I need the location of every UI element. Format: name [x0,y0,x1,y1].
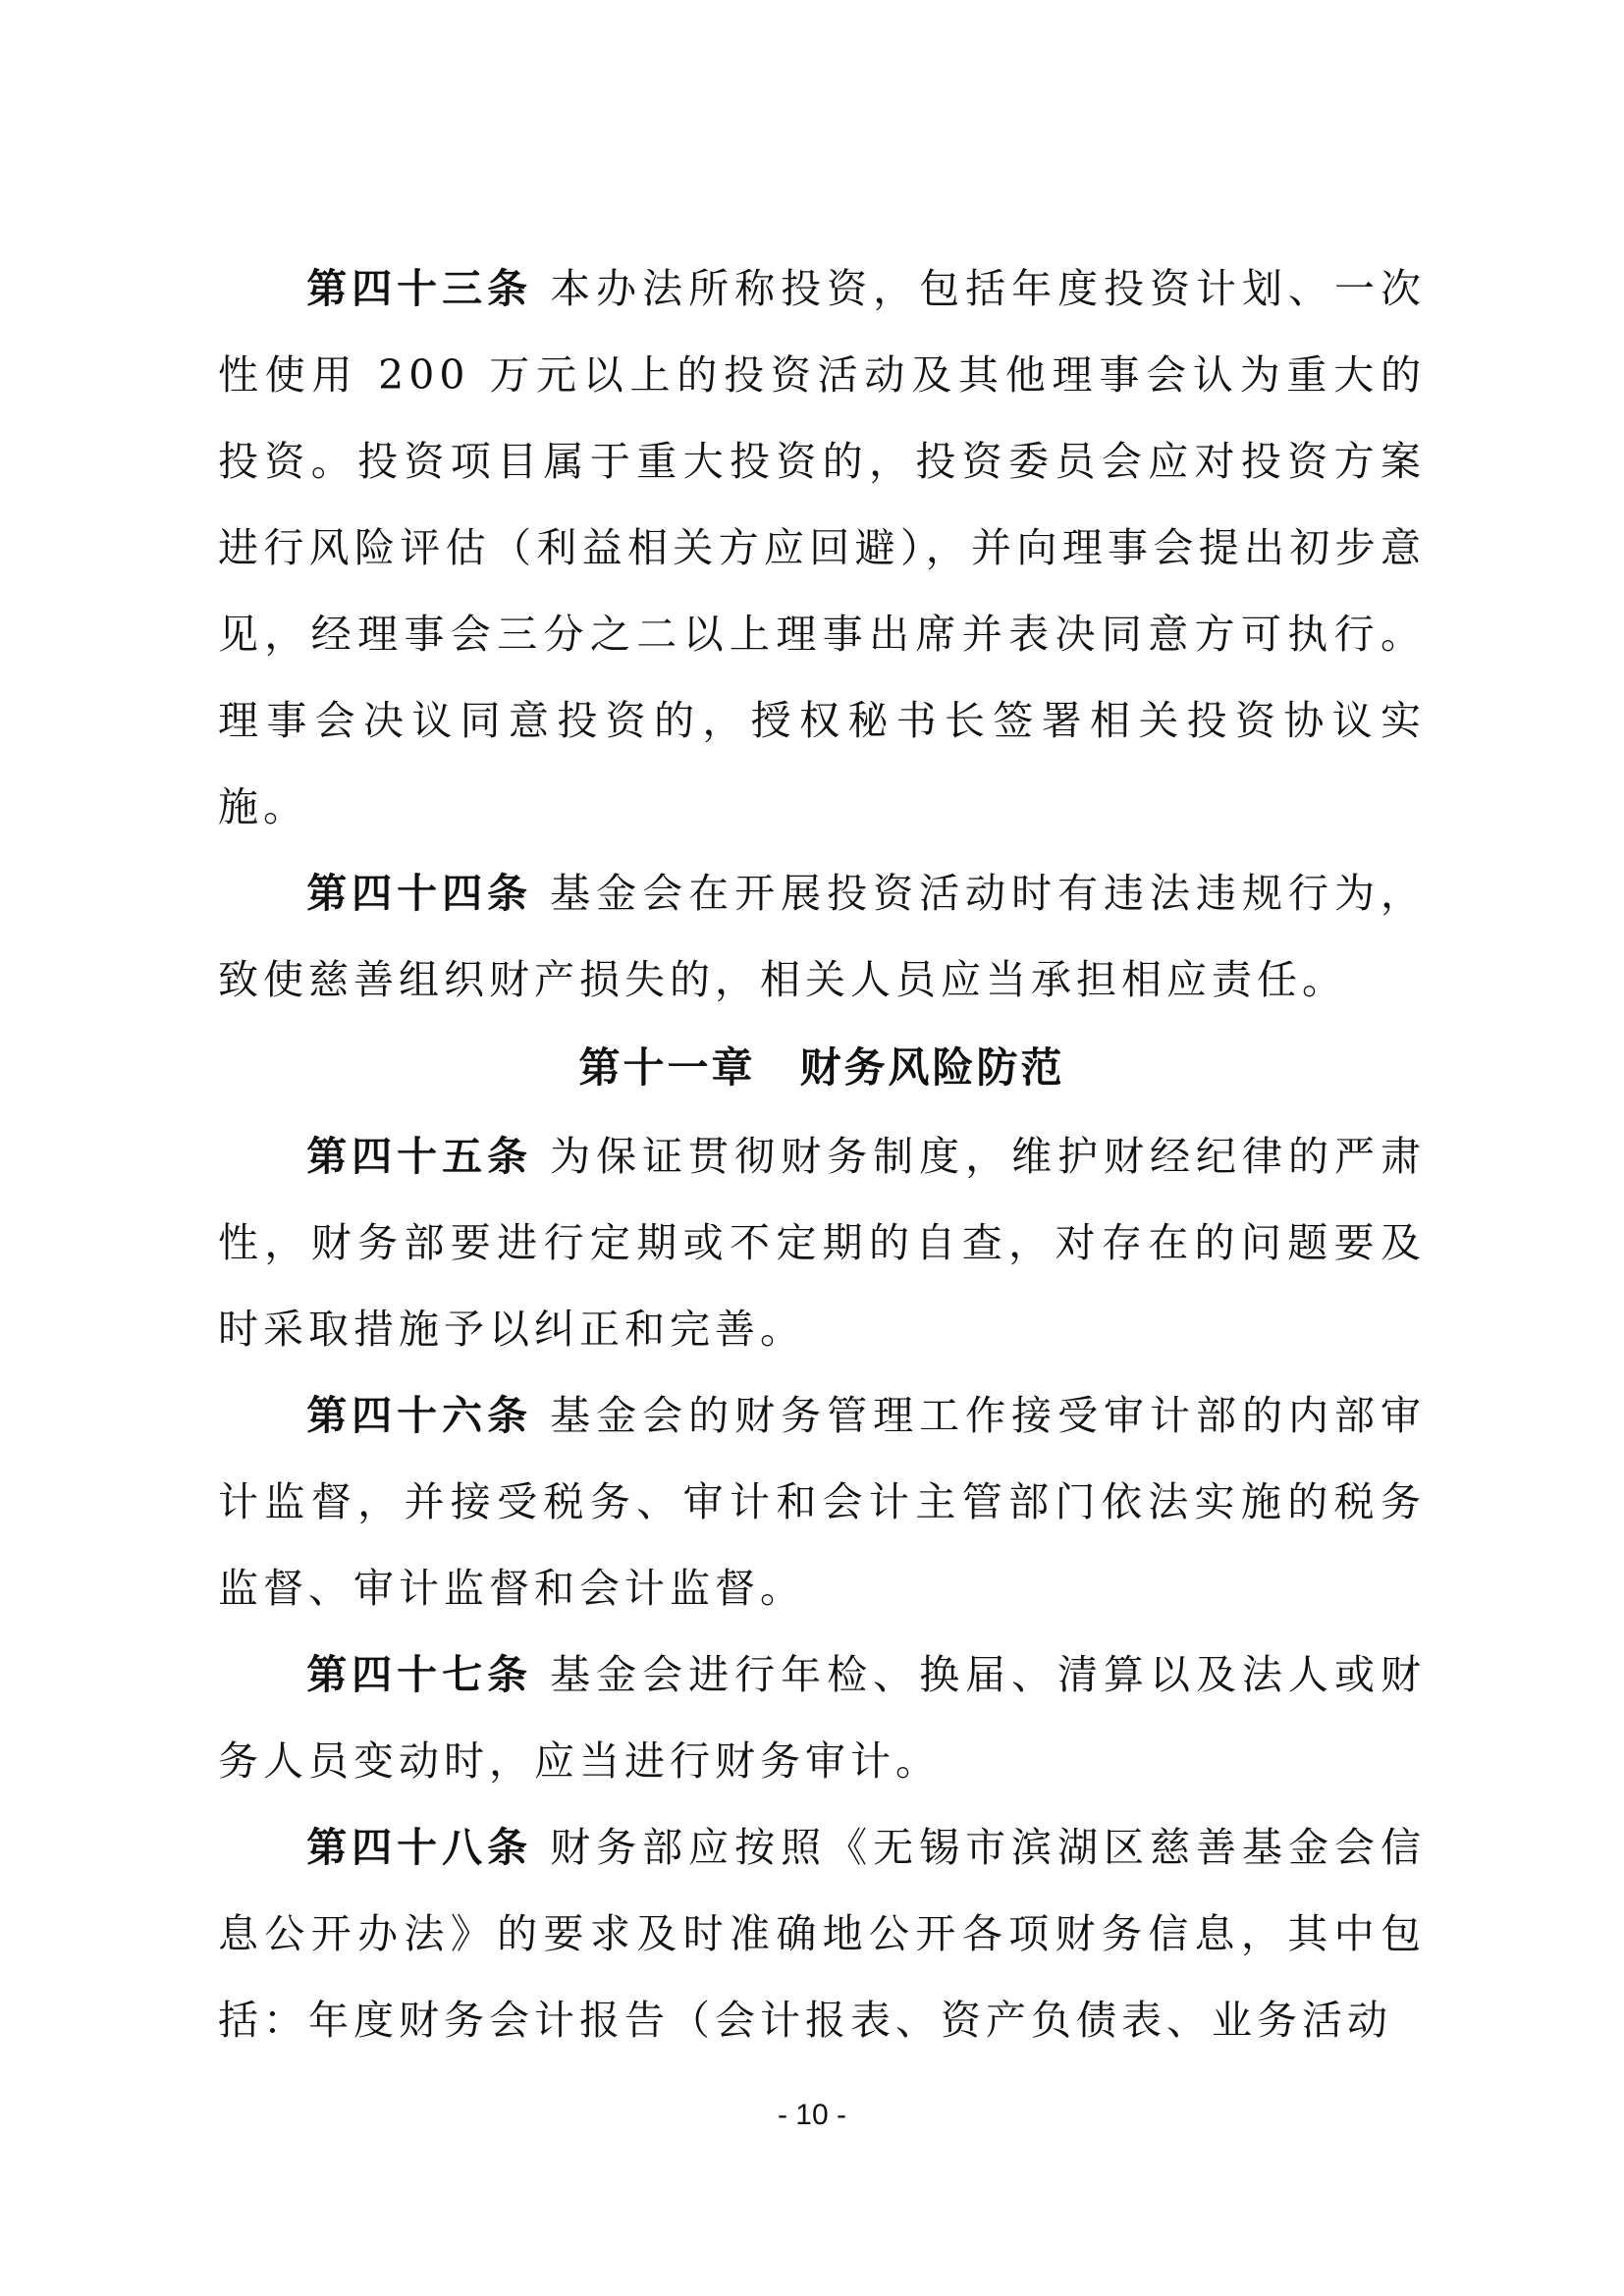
chapter-title: 第十一章 财务风险防范 [578,1043,1065,1092]
article-46-heading: 第四十六条 [306,1392,533,1439]
article-46 [218,1372,1426,1631]
article-47-heading: 第四十七条 [306,1651,533,1698]
article-48 [218,1804,1426,2063]
article-43-text: 本办法所称投资，包括年度投资计划、一次性使用 200 万元以上的投资活动及其他理事会认为重大的投资。投资项目属于重大投资的，投资委员会应对投资方案进行风险评估（利益相关方应回避），并向理事会提出初步意见，经理事会三分之二以上理事出席并表决同意方可执行。理事会决议同意投资的，授权秘书长签署相关投资协议实施。 [218,265,1427,830]
article-43-heading: 第四十三条 [306,265,533,312]
article-47-text: 基金会进行年检、换届、清算以及法人或财务人员变动时，应当进行财务审计。 [218,1651,1427,1785]
article-44 [218,850,1426,1023]
article-48-text: 财务部应按照《无锡市滨湖区慈善基金会信息公开办法》的要求及时准确地公开各项财务信息，其中包括：年度财务会计报告（会计报表、资产负债表、业务活动 [218,1824,1427,2044]
article-46-text: 基金会的财务管理工作接受审计部的内部审计监督，并接受税务、审计和会计主管部门依法实施的税务监督、审计监督和会计监督。 [218,1392,1427,1612]
article-45-text: 为保证贯彻财务制度，维护财经纪律的严肃性，财务部要进行定期或不定期的自查，对存在的问题要及时采取措施予以纠正和完善。 [218,1133,1427,1353]
article-43 [218,245,1426,850]
article-47 [218,1631,1426,1804]
article-45 [218,1113,1426,1372]
page-number: - 10 - [777,2099,847,2131]
document-body [218,245,1426,2063]
article-48-heading: 第四十八条 [306,1824,533,1871]
article-44-heading: 第四十四条 [306,870,533,917]
article-44-text: 基金会在开展投资活动时有违法违规行为，致使慈善组织财产损失的，相关人员应当承担相应责任。 [218,870,1427,1003]
article-45-heading: 第四十五条 [306,1133,533,1180]
